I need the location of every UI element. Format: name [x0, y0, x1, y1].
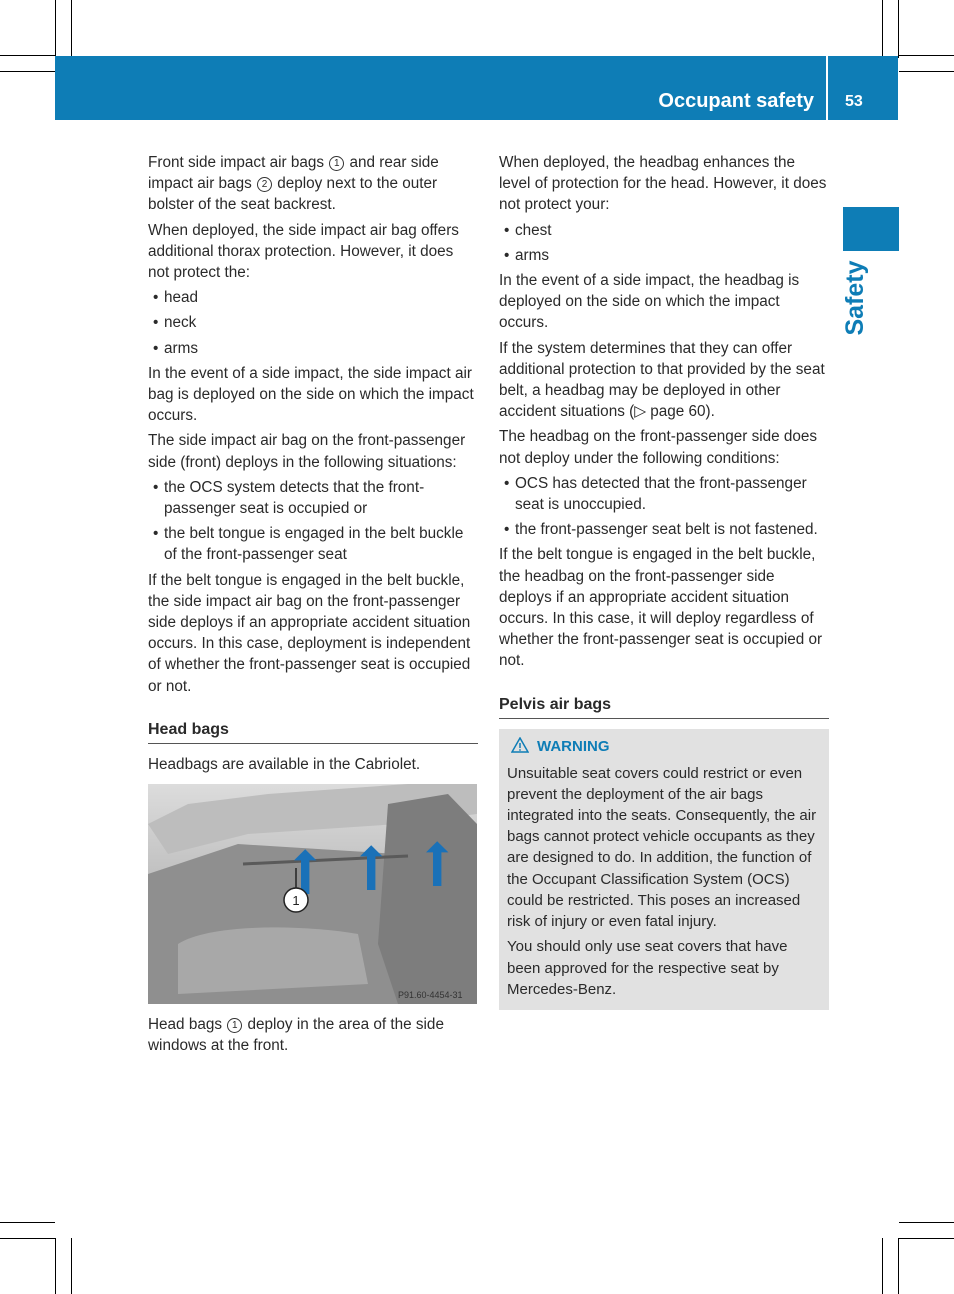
heading-head-bags: Head bags [148, 719, 478, 744]
header-bar [55, 56, 898, 120]
crop-mark [0, 1238, 55, 1239]
crop-mark [71, 0, 72, 58]
warning-text: Unsuitable seat covers could restrict or even prevent the deployment of the air bags integrated into the seats. Consequently, the air bags cannot protect vehicle occupants as they are designed to do. In addition, the function of the Occupant Classification System (OCS) could be restricted. This poses an increased risk of injury or even fatal injury. [507, 764, 817, 931]
paragraph: When deployed, the side impact air bag offers additional thorax protection. However, it does not protect the: [148, 221, 459, 282]
paragraph: When deployed, the headbag enhances the level of protection for the head. However, it does not protect your: [499, 154, 827, 214]
list-item: • chest [504, 221, 552, 239]
page-number: 53 [845, 93, 863, 110]
list-item: • neck [153, 314, 197, 332]
figure-callout: 1 [292, 893, 300, 909]
side-tab [843, 207, 899, 251]
figure-code: P91.60-4454-31 [398, 990, 463, 1001]
warning-box [499, 729, 829, 1010]
paragraph: If the belt tongue is engaged in the belt buckle, the side impact air bag on the front-passenger side deploys if an appropriate accident situation occurs. In this case, deployment is independent of whether the front-passenger seat is occupied or not. [148, 571, 471, 695]
crop-mark [898, 0, 899, 58]
paragraph: Front side impact air bags 1 and rear side impact air bags 2 deploy next to the outer bolster of the seat backrest. [148, 154, 439, 214]
heading-pelvis-air-bags: Pelvis air bags [499, 694, 829, 719]
bullet-list [499, 473, 829, 541]
warning-text: You should only use seat covers that have been approved for the respective seat by Mercedes-Benz. [507, 938, 788, 998]
bullet-list [148, 477, 478, 566]
crop-mark [55, 0, 56, 58]
paragraph: If the belt tongue is engaged in the belt buckle, the headbag on the front-passenger side deploys if an appropriate accident situation occurs. In this case, it will deploy regardless of whether the front-passenger seat is occupied or not. [499, 546, 823, 670]
crop-mark [882, 0, 883, 58]
right-column [499, 152, 829, 1010]
paragraph: The side impact air bag on the front-passenger side (front) deploys in the following situations: [148, 432, 466, 471]
list-item: • the belt tongue is engaged in the belt buckle of the front-passenger seat [153, 525, 464, 564]
section-title: Occupant safety [658, 90, 814, 112]
paragraph: If the system determines that they can offer additional protection to that provided by the seat belt, a headbag may be deployed in other accident situations (▷ page 60). [499, 339, 825, 421]
paragraph: Headbags are available in the Cabriolet. [148, 755, 421, 773]
list-item: • OCS has detected that the front-passenger seat is unoccupied. [504, 474, 807, 514]
list-item: • arms [504, 246, 549, 264]
crop-mark [0, 71, 55, 72]
paragraph: Head bags 1 deploy in the area of the side windows at the front. [148, 1016, 444, 1055]
crop-mark [0, 1222, 55, 1223]
warning-label: WARNING [537, 737, 610, 755]
crop-mark [882, 1238, 883, 1294]
crop-mark [899, 1238, 954, 1239]
callout-2-icon: 2 [257, 177, 272, 192]
list-item: • head [153, 289, 199, 307]
list-item: • arms [153, 339, 198, 357]
crop-mark [899, 1222, 954, 1223]
callout-1-icon: 1 [227, 1018, 242, 1033]
list-item: • the OCS system detects that the front-passenger seat is occupied or [153, 478, 425, 518]
crop-mark [71, 1238, 72, 1294]
page-reference[interactable]: page 60). [645, 403, 715, 421]
callout-1-icon: 1 [329, 156, 344, 171]
bullet-list [499, 220, 829, 266]
paragraph: In the event of a side impact, the side impact air bag is deployed on the side on which the impact occurs. [148, 364, 474, 425]
crop-mark [0, 55, 55, 56]
header-divider [826, 56, 828, 120]
bullet-list [148, 287, 478, 359]
warning-header [507, 737, 821, 757]
paragraph: In the event of a side impact, the headbag is deployed on the side on which the impact occurs. [499, 272, 800, 332]
warning-triangle-icon [511, 737, 529, 753]
list-item: • the front-passenger seat belt is not fastened. [504, 521, 818, 539]
paragraph: The headbag on the front-passenger side does not deploy under the following conditions: [499, 428, 818, 467]
crop-mark [899, 71, 954, 72]
page-reference-arrow-icon: ▷ [634, 403, 646, 421]
crop-mark [899, 55, 954, 56]
crop-mark [55, 1238, 56, 1294]
left-column [148, 152, 478, 1060]
crop-mark [898, 1238, 899, 1294]
headbag-illustration [148, 784, 477, 1004]
